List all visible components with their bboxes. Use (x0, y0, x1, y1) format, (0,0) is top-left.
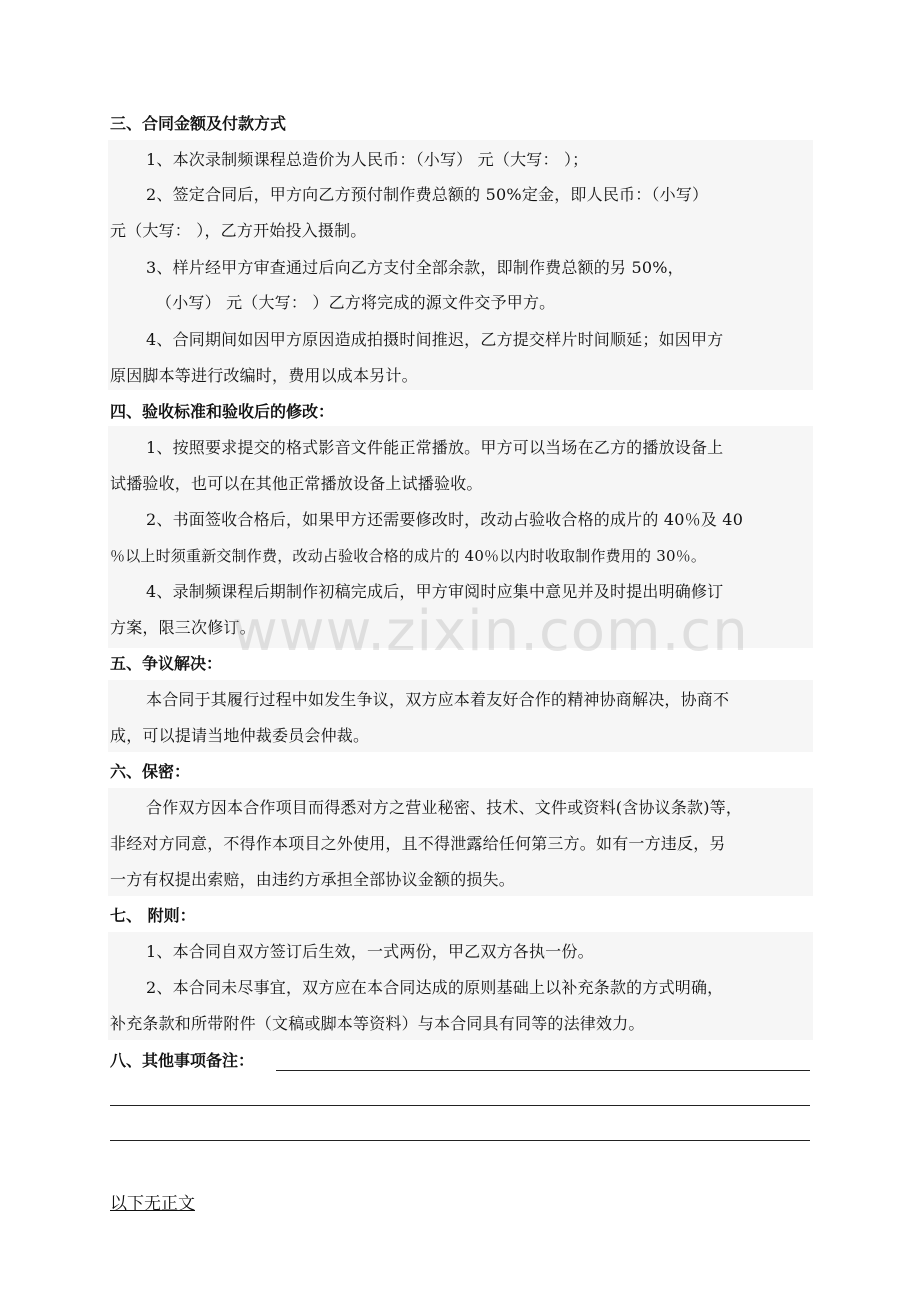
paragraph-line: 一方有权提出索赔，由违约方承担全部协议金额的损失。 (110, 870, 516, 889)
section-heading-3: 三、合同金额及付款方式 (110, 114, 287, 133)
remarks-line (110, 1105, 810, 1106)
paragraph-line: 1、本合同自双方签订后生效，一式两份，甲乙双方各执一份。 (146, 942, 594, 961)
paragraph-line: 2、签定合同后，甲方向乙方预付制作费总额的 50%定金，即人民币：（小写） (146, 185, 709, 204)
paragraph-line: 4、合同期间如因甲方原因造成拍摄时间推迟，乙方提交样片时间顺延；如因甲方 (146, 330, 724, 349)
watermark: www.zixin.com.cn (232, 599, 749, 664)
paragraph-line: 元（大写： ），乙方开始投入摄制。 (110, 221, 367, 240)
paragraph-line: 成，可以提请当地仲裁委员会仲裁。 (110, 726, 370, 745)
paragraph-line: ％以上时须重新交制作费，改动占验收合格的成片的 40％以内时收取制作费用的 30％。 (110, 547, 707, 565)
paragraph-line: 方案，限三次修订。 (110, 618, 256, 637)
section-heading-7: 七、 附则： (110, 906, 196, 925)
paragraph-line: 试播验收，也可以在其他正常播放设备上试播验收。 (110, 474, 483, 493)
paragraph-line: 2、本合同未尽事宜，双方应在本合同达成的原则基础上以补充条款的方式明确， (146, 978, 724, 997)
paragraph-line: 本合同于其履行过程中如发生争议，双方应本着友好合作的精神协商解决，协商不 (146, 690, 730, 709)
paragraph-line: 2、书面签收合格后，如果甲方还需要修改时，改动占验收合格的成片的 40％及 40 (146, 510, 744, 529)
paragraph-line: 原因脚本等进行改编时，费用以成本另计。 (110, 366, 418, 385)
paragraph-line: 1、按照要求提交的格式影音文件能正常播放。甲方可以当场在乙方的播放设备上 (146, 438, 724, 457)
section-heading-5: 五、争议解决： (110, 654, 223, 673)
remarks-line (110, 1140, 810, 1141)
section-heading-4: 四、验收标准和验收后的修改： (110, 402, 335, 421)
paragraph-line: 3、样片经甲方审查通过后向乙方支付全部余款，即制作费总额的另 50%， (146, 258, 684, 277)
paragraph-line: 非经对方同意，不得作本项目之外使用，且不得泄露给任何第三方。如有一方违反，另 (110, 834, 726, 853)
remarks-line (276, 1070, 810, 1071)
paragraph-line: 4、录制频课程后期制作初稿完成后，甲方审阅时应集中意见并及时提出明确修订 (146, 582, 724, 601)
end-of-text-note: 以下无正文 (110, 1194, 195, 1214)
section-heading-8: 八、其他事项备注： (110, 1051, 255, 1070)
paragraph-line: 补充条款和所带附件（文稿或脚本等资料）与本合同具有同等的法律效力。 (110, 1014, 645, 1033)
section-heading-6: 六、保密： (110, 762, 191, 781)
paragraph-line: （小写） 元（大写： ）乙方将完成的源文件交予甲方。 (156, 293, 556, 312)
paragraph-line: 1、本次录制频课程总造价为人民币：（小写） 元（大写： ）； (146, 150, 589, 169)
paragraph-line: 合作双方因本合作项目而得悉对方之营业秘密、技术、文件或资料(含协议条款)等， (146, 798, 743, 817)
